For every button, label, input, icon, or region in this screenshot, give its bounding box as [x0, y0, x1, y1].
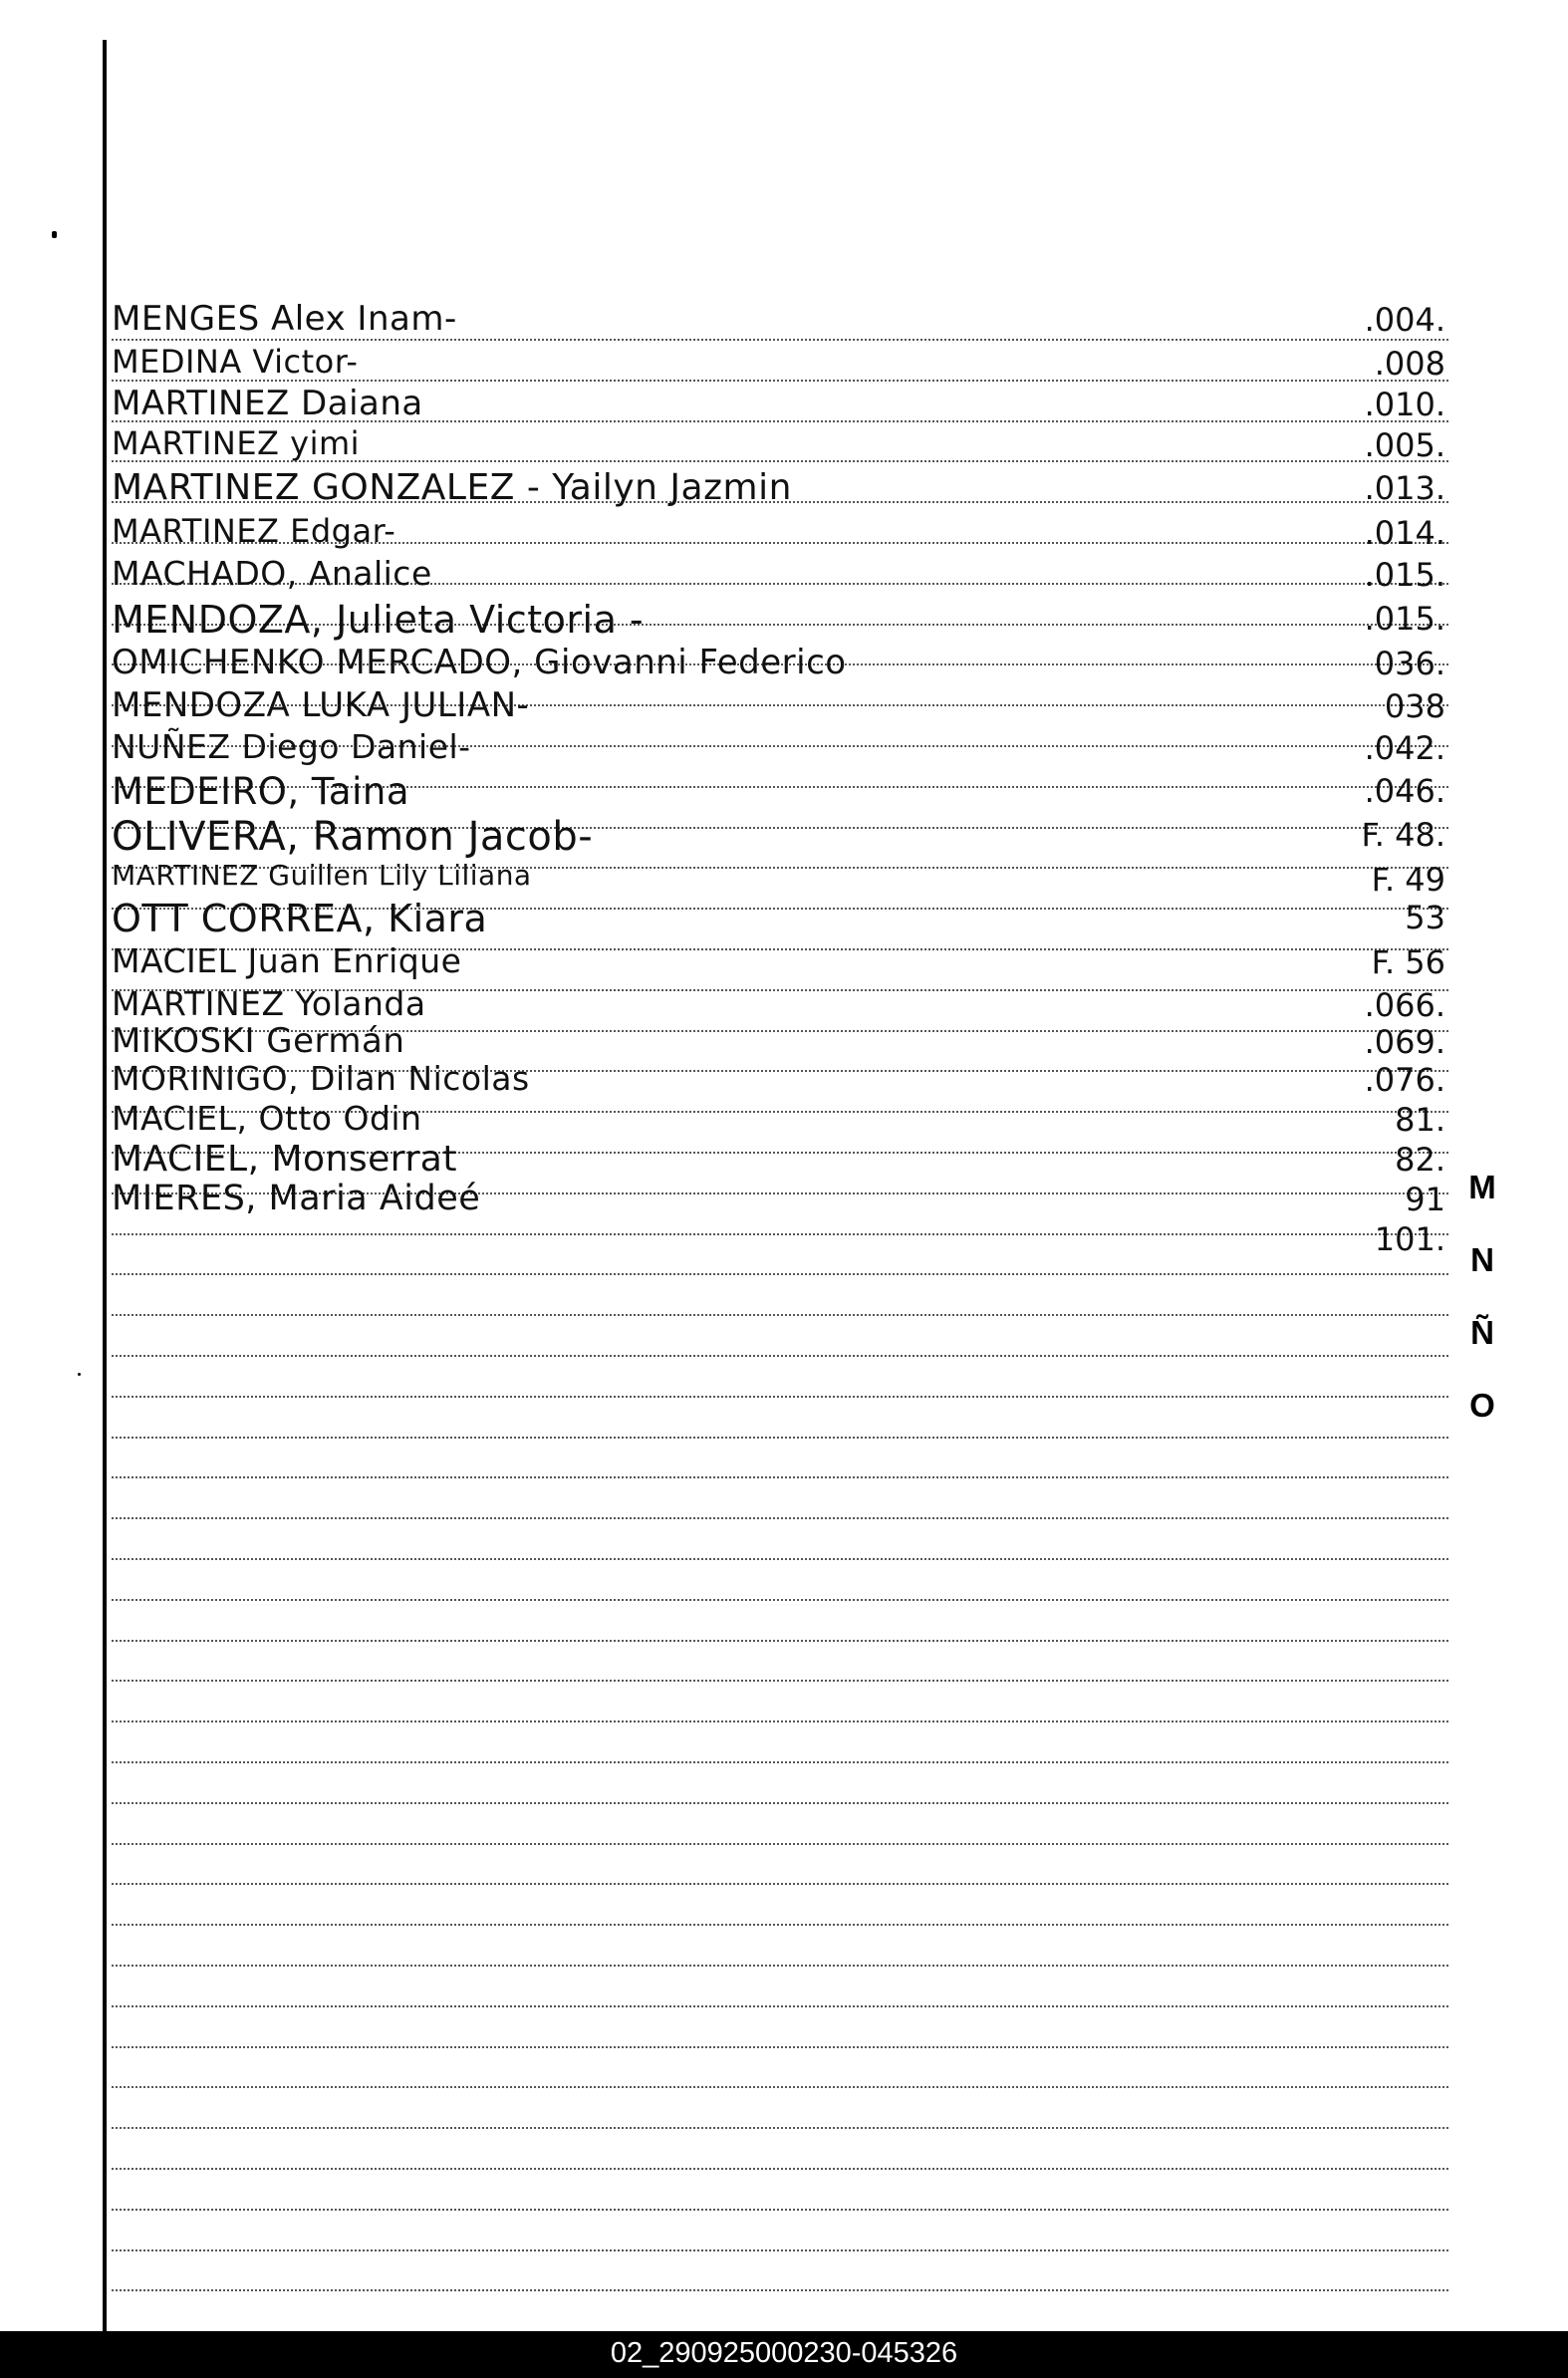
entry-number: .010.	[1364, 386, 1445, 423]
entry-number: 82.	[1395, 1141, 1445, 1179]
entry-number: 036.	[1374, 645, 1445, 682]
index-letter-enie: Ñ	[1470, 1314, 1494, 1351]
entry-number: F. 49	[1371, 861, 1445, 899]
entry-number: F. 56	[1371, 943, 1445, 981]
index-tab-letters	[1462, 1164, 1502, 1454]
entry-name: MIKOSKI Germán	[112, 1021, 405, 1061]
entry-name: OTT CORREA, Kiara	[112, 897, 488, 940]
entry-number: .042.	[1364, 729, 1445, 767]
index-letter-n: N	[1470, 1241, 1494, 1278]
ruled-line	[112, 1476, 1448, 1478]
entry-name: OMICHENKO MERCADO, Giovanni Federico	[112, 643, 847, 682]
entry-name: MARTINEZ Daiana	[112, 384, 423, 423]
ruled-line	[112, 1680, 1448, 1682]
ruled-line	[112, 1599, 1448, 1601]
ruled-line	[112, 1883, 1448, 1885]
ruled-line	[112, 1924, 1448, 1926]
ruled-line	[112, 2209, 1448, 2211]
entry-number: 53	[1405, 899, 1445, 936]
entry-number: .015.	[1364, 556, 1445, 594]
entry-number: 91	[1405, 1181, 1445, 1218]
ruled-line	[112, 1396, 1448, 1398]
entry-name: NUÑEZ Diego Daniel-	[112, 727, 471, 766]
ink-speck	[52, 231, 57, 238]
ruled-line	[112, 1843, 1448, 1845]
entry-name: OLIVERA, Ramon Jacob-	[112, 814, 594, 860]
entry-number: .013.	[1364, 469, 1445, 507]
index-letter-o: O	[1469, 1387, 1495, 1424]
ruled-line	[112, 1558, 1448, 1560]
entry-name: MARTINEZ Yolanda	[112, 984, 426, 1023]
entry-name: MEDINA Victor-	[112, 343, 359, 381]
entry-name: MEDEIRO, Taina	[112, 770, 409, 813]
entry-name: MARTINEZ GONZALEZ - Yailyn Jazmin	[112, 467, 792, 508]
ruled-line	[112, 1640, 1448, 1642]
ruled-line	[112, 2086, 1448, 2088]
entry-number: .004.	[1364, 301, 1445, 339]
ink-speck	[78, 1373, 81, 1376]
ruled-line	[112, 2289, 1448, 2291]
entry-name: MIERES, Maria Aideé	[112, 1179, 481, 1218]
ruled-line	[112, 1273, 1448, 1275]
entry-name: MENDOZA, Julieta Victoria -	[112, 598, 645, 642]
ruled-line	[112, 2249, 1448, 2251]
entry-name: MARTINEZ Edgar-	[112, 512, 396, 550]
ruled-line	[112, 1437, 1448, 1439]
document-id: 02_290925000230-045326	[610, 2337, 958, 2369]
entry-number: 101.	[1374, 1220, 1445, 1258]
entry-number: .076.	[1364, 1061, 1445, 1099]
entry-number: .015.	[1364, 600, 1445, 638]
entry-number: .046.	[1364, 772, 1445, 810]
entry-number: .005.	[1364, 426, 1445, 464]
entry-name: MACIEL, Monserrat	[112, 1139, 457, 1180]
entry-name: MORINIGO, Dilan Nicolas	[112, 1059, 530, 1098]
index-letter-m: M	[1468, 1169, 1496, 1205]
entry-name: MARTINEZ yimi	[112, 424, 361, 462]
entry-name: MARTINEZ Guillen Lily Liliana	[112, 859, 532, 892]
entry-number: .014.	[1364, 514, 1445, 552]
ruled-line	[112, 1965, 1448, 1967]
margin-line	[103, 40, 107, 2331]
entry-number: 038	[1384, 687, 1445, 725]
entry-number: 81.	[1395, 1101, 1445, 1139]
entry-number: .066.	[1364, 986, 1445, 1024]
entry-number: F. 48.	[1361, 816, 1445, 854]
entry-name: MACIEL, Otto Odin	[112, 1099, 422, 1138]
entry-name: MENDOZA LUKA JULIAN-	[112, 685, 530, 725]
footer-bar	[0, 2331, 1568, 2378]
ruled-line	[112, 1355, 1448, 1357]
ruled-line	[112, 1761, 1448, 1763]
ruled-line	[112, 1233, 1448, 1235]
entry-name: MACHADO, Analice	[112, 554, 432, 593]
entry-number: .008	[1374, 345, 1445, 383]
ruled-line	[112, 339, 1448, 341]
entry-name: MENGES Alex Inam-	[112, 299, 457, 339]
ruled-line	[112, 1802, 1448, 1804]
ruled-line	[112, 2127, 1448, 2129]
entry-number: .069.	[1364, 1023, 1445, 1061]
ruled-line	[112, 2168, 1448, 2170]
entry-name: MACIEL Juan Enrique	[112, 941, 462, 980]
ruled-line	[112, 1720, 1448, 1722]
ruled-line	[112, 1517, 1448, 1519]
ruled-line	[112, 2046, 1448, 2048]
ruled-line	[112, 1314, 1448, 1316]
ruled-line	[112, 2005, 1448, 2007]
